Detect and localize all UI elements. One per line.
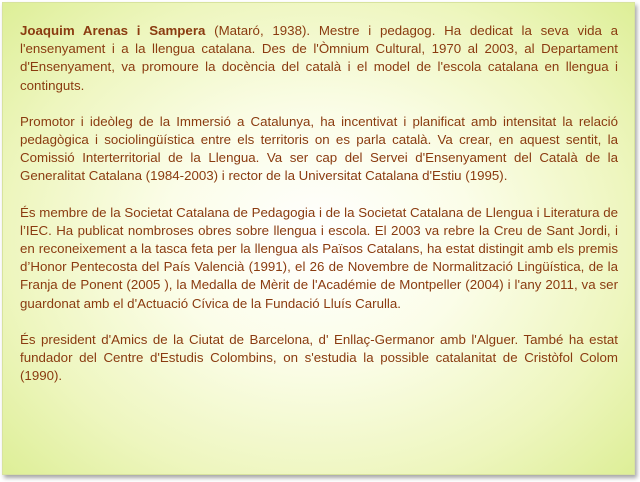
paragraph-immersion: Promotor i ideòleg de la Immersió a Catalunya, ha incentivat i planificat amb intensitat la relació pedagògica i sociolingüística entre els territoris on es parla català. Va crear, en aquest sentit, la Comissió Interterritorial de la Llengua. Va ser cap del Servei d'Ensenyament del Català de la Generalitat Catalana (1984-2003) i rector de la Universitat Catalana d'Estiu (1995). <box>20 113 618 184</box>
paragraph-intro <box>20 22 618 95</box>
paragraph-awards: És membre de la Societat Catalana de Pedagogia i de la Societat Catalana de Llengua i Literatura de l’IEC. Ha publicat nombroses obres sobre llengua i escola. El 2003 va rebre la Creu de Sant Jordi, i en reconeixement a la tasca feta per la llengua als Països Catalans, ha estat distingit amb els premis d’Honor Pentecosta del País Valencià (1991), el 26 de Novembre de Normalització Lingüística, de la Franja de Ponent (2005 ), la Medalla de Mèrit de l'Académie de Montpeller (2004) i l'any 2011, va ser guardonat amb el d'Actuació Cívica de la Fundació Lluís Carulla. <box>20 204 618 311</box>
person-name: Joaquim Arenas i Sampera <box>20 23 206 38</box>
bio-text <box>20 22 618 403</box>
paragraph-president: És president d'Amics de la Ciutat de Barcelona, d' Enllaç-Germanor amb l'Alguer. També ha estat fundador del Centre d'Estudis Colombins, on s'estudia la possible catalanitat de Cristòfol Colom (1990). <box>20 331 618 384</box>
intro-text: (Mataró, 1938). Mestre i pedagog. Ha dedicat la seva vida a l'ensenyament i a la llengua catalana. Des de l'Òmnium Cultural, 1970 al 2003, al Departament d'Ensenyament, va promoure la docència del català i el model de l'escola catalana en llengua i continguts. <box>20 23 619 93</box>
bio-panel <box>2 2 635 475</box>
